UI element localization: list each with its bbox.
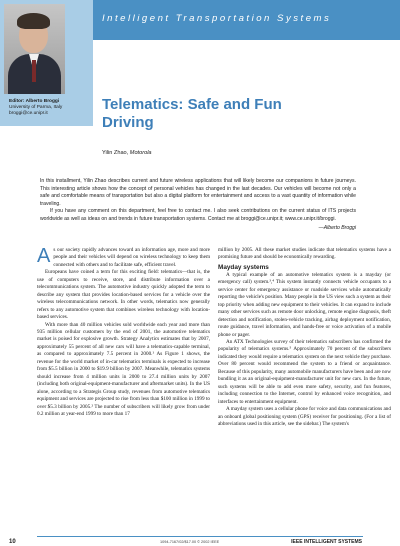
- editor-email[interactable]: broggi@ce.unipr.it: [9, 111, 48, 116]
- copyright-line: 1094-7167/02/$17.00 © 2002 IEEE: [160, 540, 220, 544]
- editor-introduction: [40, 178, 356, 232]
- editor-photo: [4, 4, 65, 94]
- editor-affiliation: University of Parma, Italy: [9, 105, 63, 110]
- footer-divider: [37, 536, 363, 537]
- body-paragraph: A mayday system uses a cellular phone for voice and data communications and an onboard global positioning system (GPS) receiver for positioning. (For a list of abbreviations used in this article, see the sidebar.) The system's: [218, 406, 391, 427]
- body-paragraph: An ATX Technologies survey of their telematics subscribers has confirmed the popularity of telematics systems.⁵ Approximately 70 percent of the subscribers indicated they would require a telematics system on the next vehicle they purchase. Over 80 percent would recommend the system to a friend or acquaintance. Because of this popularity, many automobile manufacturers have been and are now bundling it as an original-equipment-manufacturer unit for new cars. In the future, such systems will be able to add even more safety, security, and fun features, including connection to the Internet, control by enhanced voice recognition, and interfaces to entertainment equipment.: [218, 338, 392, 405]
- body-paragraph: With more than 40 million vehicles sold worldwide each year and more than 935 million cellular customers by the end of 2001, the automotive telematics market is poised for explosive growth. Strategy Analytics estimates that by 2007, approximately 55 percent of all new cars will have a telematics-capable terminal, as compared to approximately 7.5 percent in 2000.¹ As Figure 1 shows, the revenue for the world market of in-car telematics terminals is expected to increase from $5.5 billion in 2000 to $19.9 billion by 2007. Meanwhile, telematics systems should increase from 4 million units in 2000 to 27.4 million units by 2007 (including both original-equipment-manufacturer and aftermarket units). In the US alone, according to a Strategis Group study, revenues from automotive telematics equipment and services are projected to rise from less than $100 million in 1999 to over $5.3 billion by 2005.² The number of subscribers will likely grow from under 0.2 million at year-end 1999 to more than 17: [37, 321, 210, 417]
- editor-name: Editor: Alberto Broggi: [9, 99, 60, 104]
- author-affiliation: Motorola: [129, 150, 152, 156]
- body-paragraph: Europeans have coined a term for this exciting field: telematics—that is, the use of computers to receive, store, and distribute information over a telecommunications system. The automotive industry quickly adopted the term to describe any system that provides location-based services for a vehicle over the wireless telecommunications network. In other words, telematics now generally refers to any automotive system that combines wireless technology with location-based services.: [37, 269, 210, 321]
- page-number: 10: [9, 539, 16, 545]
- body-column-right: [218, 247, 391, 428]
- drop-cap: A: [37, 245, 51, 267]
- editor-info: [9, 99, 62, 117]
- department-title: Intelligent Transportation Systems: [102, 13, 332, 24]
- body-column-left: [37, 247, 210, 418]
- intro-paragraph: If you have any comment on this department, feel free to contact me. I also seek contributions on the current status of ITS projects worldwide as well as ideas on and trends in future transportation systems. Contact me at broggi@ce.unipr.it; www.ce.unipr.it/broggi.: [40, 208, 356, 222]
- article-byline: [102, 150, 152, 156]
- article-title: Telematics: Safe and Fun Driving: [102, 96, 282, 131]
- body-paragraph: A typical example of an automotive telematics system is a mayday (or emergency call) system.³,⁴ This system instantly connects vehicle occupants to a service center for emergency assistance or roadside services while automatically reporting the vehicle's position. Many people in the US view such a system as their top priority when adding new equipment to their vehicles. It can expand to include many other services such as remote door unlocking, remote engine diagnosis, theft detection and notification, stolen-vehicle tracking, airbag deployment notification, route guidance, travel information, and hands-free or voice activation of a mobile phone or pager.: [218, 271, 391, 338]
- body-paragraph: million by 2005. All these market studies indicate that telematics systems have a promising future and should be economically rewarding.: [218, 247, 391, 261]
- editor-signature: —Alberto Broggi: [318, 224, 356, 231]
- editor-panel: [0, 0, 93, 126]
- journal-name: IEEE INTELLIGENT SYSTEMS: [291, 539, 362, 545]
- section-heading: Mayday systems: [218, 263, 269, 271]
- body-paragraph: As our society rapidly advances toward an information age, more and more people and their vehicles will depend on wireless technology to keep them connected with others and to facilitate safe, efficient travel.: [37, 245, 210, 268]
- intro-paragraph: In this installment, Yilin Zhao describes current and future wireless applications that will likely become our companions in future journeys. This interesting article shows how the concept of personal vehicles has changed in the last decades. Our vehicles will become not only a safe and comfortable means of transportation but also a digital platform for entertainment and access to a vast quantity of information while traveling.: [40, 178, 356, 207]
- author-name: Yilin Zhao,: [102, 150, 130, 156]
